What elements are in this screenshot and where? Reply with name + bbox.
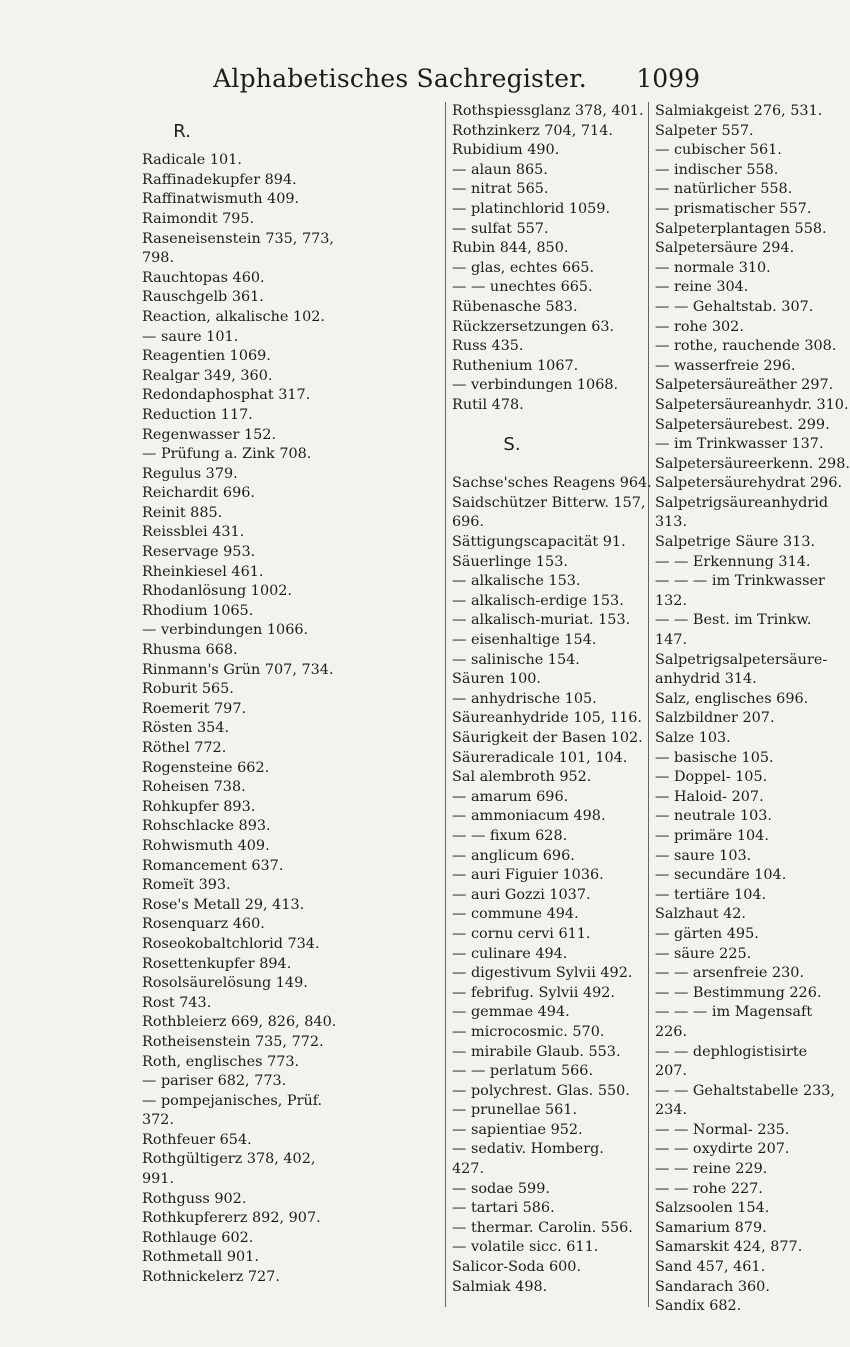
index-entry: Rösten 354.	[142, 720, 230, 737]
index-entry: — commune 494.	[452, 906, 579, 923]
index-entry: Rogensteine 662.	[142, 759, 270, 776]
index-entry: Sal alembroth 952.	[452, 769, 592, 786]
index-entry: Salpetersäureäther 297.	[655, 377, 834, 394]
index-entry: Roseokobaltchlorid 734.	[142, 935, 320, 952]
index-entry: — — perlatum 566.	[452, 1063, 594, 1080]
index-entry: — salinische 154.	[452, 651, 580, 668]
index-entry: — — arsenfreie 230.	[655, 965, 805, 982]
index-entry: Sandix 682.	[655, 1298, 742, 1315]
index-entry: — sedativ. Homberg.	[452, 1141, 604, 1158]
index-entry	[452, 416, 657, 436]
index-entry: Rothbleierz 669, 826, 840.	[142, 1014, 337, 1031]
index-entry: Salpetrigsalpetersäure-	[655, 651, 828, 668]
index-entry: Säuerlinge 153.	[452, 553, 568, 570]
index-entry: 313.	[655, 514, 688, 531]
index-column-3	[655, 102, 850, 1317]
index-entry: Rhusma 668.	[142, 642, 238, 659]
index-entry: Rinmann's Grün 707, 734.	[142, 661, 334, 678]
index-entry: Salpetersäurehydrat 296.	[655, 475, 843, 492]
index-entry: 696.	[452, 514, 485, 531]
index-entry: — sulfat 557.	[452, 220, 549, 237]
running-header	[0, 64, 800, 94]
index-entry: — — Normal- 235.	[655, 1121, 790, 1138]
index-entry: — auri Gozzi 1037.	[452, 886, 591, 903]
index-entry: Romeït 393.	[142, 877, 231, 894]
index-entry: — — — im Trinkwasser	[655, 573, 825, 590]
index-entry: Raffinatwismuth 409.	[142, 191, 300, 208]
index-entry: Reduction 117.	[142, 406, 253, 423]
index-entry: Rosenquarz 460.	[142, 916, 265, 933]
index-entry: Sand 457, 461.	[655, 1259, 766, 1276]
index-entry: 207.	[655, 1063, 688, 1080]
index-entry: — — Erkennung 314.	[655, 553, 811, 570]
index-entry: — platinchlorid 1059.	[452, 200, 611, 217]
index-entry: — eisenhaltige 154.	[452, 632, 597, 649]
index-entry: Sättigungscapacität 91.	[452, 534, 626, 551]
index-entry: Raseneisenstein 735, 773,	[142, 230, 334, 247]
index-entry: Rothmetall 901.	[142, 1249, 259, 1266]
index-entry: Salpetrigsäureanhydrid	[655, 494, 829, 511]
index-entry: Rhodanlösung 1002.	[142, 583, 292, 600]
index-entry: — digestivum Sylvii 492.	[452, 965, 633, 982]
index-entry: — normale 310.	[655, 259, 771, 276]
index-entry: Salz, englisches 696.	[655, 690, 809, 707]
index-entry: 798.	[142, 250, 175, 267]
index-entry: Rohschlacke 893.	[142, 818, 271, 835]
index-entry: — thermar. Carolin. 556.	[452, 1219, 633, 1236]
index-entry: Rauschgelb 361.	[142, 289, 264, 306]
index-entry: Rotheisenstein 735, 772.	[142, 1033, 324, 1050]
index-entry: — Haloid- 207.	[655, 788, 764, 805]
index-entry: Regenwasser 152.	[142, 426, 277, 443]
index-entry: — gemmae 494.	[452, 1004, 570, 1021]
index-entry: — — Best. im Trinkw.	[655, 612, 812, 629]
index-entry: Salpetrige Säure 313.	[655, 534, 816, 551]
index-entry: — verbindungen 1068.	[452, 377, 619, 394]
index-entry: Roemerit 797.	[142, 700, 247, 717]
index-column-2	[452, 102, 657, 1297]
index-entry: — wasserfreie 296.	[655, 357, 796, 374]
index-entry: — — unechtes 665.	[452, 279, 593, 296]
index-entry: Rohkupfer 893.	[142, 798, 256, 815]
index-entry: Salpetersäure 294.	[655, 240, 795, 257]
index-entry: — auri Figuier 1036.	[452, 867, 604, 884]
index-entry: Rose's Metall 29, 413.	[142, 896, 305, 913]
index-entry: — culinare 494.	[452, 945, 568, 962]
index-entry: — prismatischer 557.	[655, 200, 812, 217]
index-entry: Salzhaut 42.	[655, 906, 746, 923]
index-entry: Raffinadekupfer 894.	[142, 171, 297, 188]
index-entry: — mirabile Glaub. 553.	[452, 1043, 621, 1060]
index-entry: — primäre 104.	[655, 827, 769, 844]
index-entry: — säure 225.	[655, 945, 752, 962]
index-entry: 427.	[452, 1161, 485, 1178]
index-entry: Salpetersäureanhydr. 310.	[655, 396, 849, 413]
index-entry: Salzsoolen 154.	[655, 1200, 770, 1217]
index-entry: — febrifug. Sylvii 492.	[452, 984, 615, 1001]
index-entry: Rothspiessglanz 378, 401.	[452, 103, 644, 119]
index-entry: Säurigkeit der Basen 102.	[452, 730, 643, 746]
index-entry: Salmiak 498.	[452, 1278, 548, 1295]
index-entry: Rosettenkupfer 894.	[142, 955, 292, 972]
index-entry: — — oxydirte 207.	[655, 1141, 790, 1158]
index-entry: Rothgültigerz 378, 402,	[142, 1151, 316, 1168]
index-entry: — saure 101.	[142, 328, 239, 345]
index-entry: Salmiakgeist 276, 531.	[655, 103, 823, 119]
index-entry: — — fixum 628.	[452, 827, 568, 844]
index-entry: — Prüfung a. Zink 708.	[142, 446, 312, 463]
index-entry: Rosolsäurelösung 149.	[142, 975, 308, 992]
index-entry: Salpetersäureerkenn. 298.	[655, 455, 850, 472]
index-entry: — polychrest. Glas. 550.	[452, 1082, 630, 1099]
index-entry: Reaction, alkalische 102.	[142, 308, 325, 325]
index-entry: Rauchtopas 460.	[142, 269, 265, 286]
index-entry: Regulus 379.	[142, 465, 238, 482]
index-entry: — rothe, rauchende 308.	[655, 338, 837, 355]
index-entry: Rhodium 1065.	[142, 602, 254, 619]
index-entry: Salzbildner 207.	[655, 710, 775, 727]
index-entry: Reichardit 696.	[142, 485, 255, 502]
index-entry: Romancement 637.	[142, 857, 284, 874]
index-entry: — indischer 558.	[655, 161, 779, 178]
index-entry: — — — im Magensaft	[655, 1004, 813, 1021]
index-entry: 226.	[655, 1023, 688, 1040]
index-entry: Rothzinkerz 704, 714.	[452, 122, 613, 139]
index-entry: — glas, echtes 665.	[452, 259, 595, 276]
index-entry: anhydrid 314.	[655, 671, 757, 688]
index-entry: 234.	[655, 1102, 688, 1119]
index-entry: Rothkupfererz 892, 907.	[142, 1210, 321, 1227]
index-entry: Säuren 100.	[452, 671, 541, 688]
index-entry: — — Bestimmung 226.	[655, 984, 822, 1001]
index-entry: — — rohe 227.	[655, 1180, 763, 1197]
index-entry: Russ 435.	[452, 338, 524, 355]
index-entry: — alkalisch-muriat. 153.	[452, 612, 631, 629]
index-entry: — alaun 865.	[452, 161, 548, 178]
index-entry: Rothfeuer 654.	[142, 1131, 252, 1148]
index-entry: Röthel 772.	[142, 740, 227, 756]
index-entry: Raimondit 795.	[142, 210, 255, 227]
page-number: 1099	[636, 64, 700, 93]
index-entry: — secundäre 104.	[655, 867, 787, 884]
index-entry: — cornu cervi 611.	[452, 925, 591, 942]
index-entry: Rost 743.	[142, 994, 212, 1011]
index-column-1	[142, 102, 472, 1288]
index-entry: Rheinkiesel 461.	[142, 563, 264, 580]
index-entry: 132.	[655, 592, 688, 609]
index-entry: — rohe 302.	[655, 318, 744, 335]
index-entry: Rubin 844, 850.	[452, 240, 569, 257]
section-heading-r: R.	[173, 121, 191, 142]
index-entry: — — Gehaltstabelle 233,	[655, 1082, 835, 1099]
index-entry: Säureradicale 101, 104.	[452, 749, 628, 766]
index-entry: Rückzersetzungen 63.	[452, 318, 615, 335]
index-entry: — im Trinkwasser 137.	[655, 436, 824, 453]
index-entry: — — dephlogistisirte	[655, 1043, 808, 1060]
index-entry: Samarskit 424, 877.	[655, 1239, 803, 1256]
index-entry: — tartari 586.	[452, 1200, 555, 1217]
index-entry: — microcosmic. 570.	[452, 1023, 605, 1040]
index-entry: — reine 304.	[655, 279, 749, 296]
index-entry: Rothguss 902.	[142, 1190, 247, 1207]
index-entry: Rothnickelerz 727.	[142, 1269, 280, 1286]
index-entry: 147.	[655, 632, 688, 649]
index-entry: — — Gehaltstab. 307.	[655, 298, 814, 315]
index-entry: Roheisen 738.	[142, 779, 246, 796]
index-entry: — cubischer 561.	[655, 142, 782, 159]
index-entry: Saidschützer Bitterw. 157,	[452, 494, 646, 511]
index-entry: — volatile sicc. 611.	[452, 1239, 599, 1256]
index-entry: — prunellae 561.	[452, 1102, 578, 1119]
index-entry: Rutil 478.	[452, 396, 524, 413]
index-entry: Realgar 349, 360.	[142, 367, 273, 384]
index-entry: — amarum 696.	[452, 788, 569, 805]
index-entry: Rübenasche 583.	[452, 298, 578, 315]
index-entry: Radicale 101.	[142, 152, 242, 169]
index-entry: Rothlauge 602.	[142, 1229, 254, 1246]
index-entry: Reagentien 1069.	[142, 348, 271, 365]
index-entry: Rohwismuth 409.	[142, 837, 270, 854]
index-entry: — alkalische 153.	[452, 573, 581, 590]
index-entry: — verbindungen 1066.	[142, 622, 309, 639]
index-entry: — basische 105.	[655, 749, 774, 766]
index-entry: Reissblei 431.	[142, 524, 245, 541]
index-entry: Salicor-Soda 600.	[452, 1259, 582, 1276]
index-entry: — saure 103.	[655, 847, 752, 864]
index-entry: 372.	[142, 1112, 175, 1129]
index-entry: Samarium 879.	[655, 1219, 767, 1236]
index-entry: Säureanhydride 105, 116.	[452, 710, 643, 727]
index-entry: Reinit 885.	[142, 504, 223, 521]
index-entry: — gärten 495.	[655, 925, 759, 942]
index-entry: — ammoniacum 498.	[452, 808, 606, 825]
index-entry: — neutrale 103.	[655, 808, 772, 825]
index-entry: — pariser 682, 773.	[142, 1073, 287, 1090]
index-entry: — Doppel- 105.	[655, 769, 768, 786]
index-entry: Ruthenium 1067.	[452, 357, 579, 374]
index-entry: — alkalisch-erdige 153.	[452, 592, 624, 609]
index-entry: — sodae 599.	[452, 1180, 550, 1197]
index-entry: — — reine 229.	[655, 1161, 768, 1178]
index-entry: — anhydrische 105.	[452, 690, 597, 707]
index-entry: Salze 103.	[655, 730, 731, 746]
index-entry: Redondaphosphat 317.	[142, 387, 311, 404]
index-entry: — nitrat 565.	[452, 181, 549, 198]
index-entry: Salpeter 557.	[655, 122, 754, 139]
index-entry: Roth, englisches 773.	[142, 1053, 300, 1070]
index-entry: Salpetersäurebest. 299.	[655, 416, 830, 433]
index-entry: Salpeterplantagen 558.	[655, 220, 827, 237]
index-entry: Sandarach 360.	[655, 1278, 770, 1295]
index-entry: 991.	[142, 1171, 175, 1188]
section-heading-s: S.	[503, 434, 521, 456]
index-entry	[452, 455, 657, 475]
index-entry: — sapientiae 952.	[452, 1121, 583, 1138]
page-title: Alphabetisches Sachregister.	[213, 64, 587, 93]
index-entry: Reservage 953.	[142, 544, 256, 561]
index-entry: — tertiäre 104.	[655, 886, 767, 903]
index-entry: Roburit 565.	[142, 681, 234, 698]
index-entry: — pompejanisches, Prüf.	[142, 1092, 323, 1109]
index-entry: — anglicum 696.	[452, 847, 575, 864]
index-entry: Rubidium 490.	[452, 142, 560, 159]
index-entry: Sachse'sches Reagens 964.	[452, 475, 652, 492]
index-entry: — natürlicher 558.	[655, 181, 793, 198]
